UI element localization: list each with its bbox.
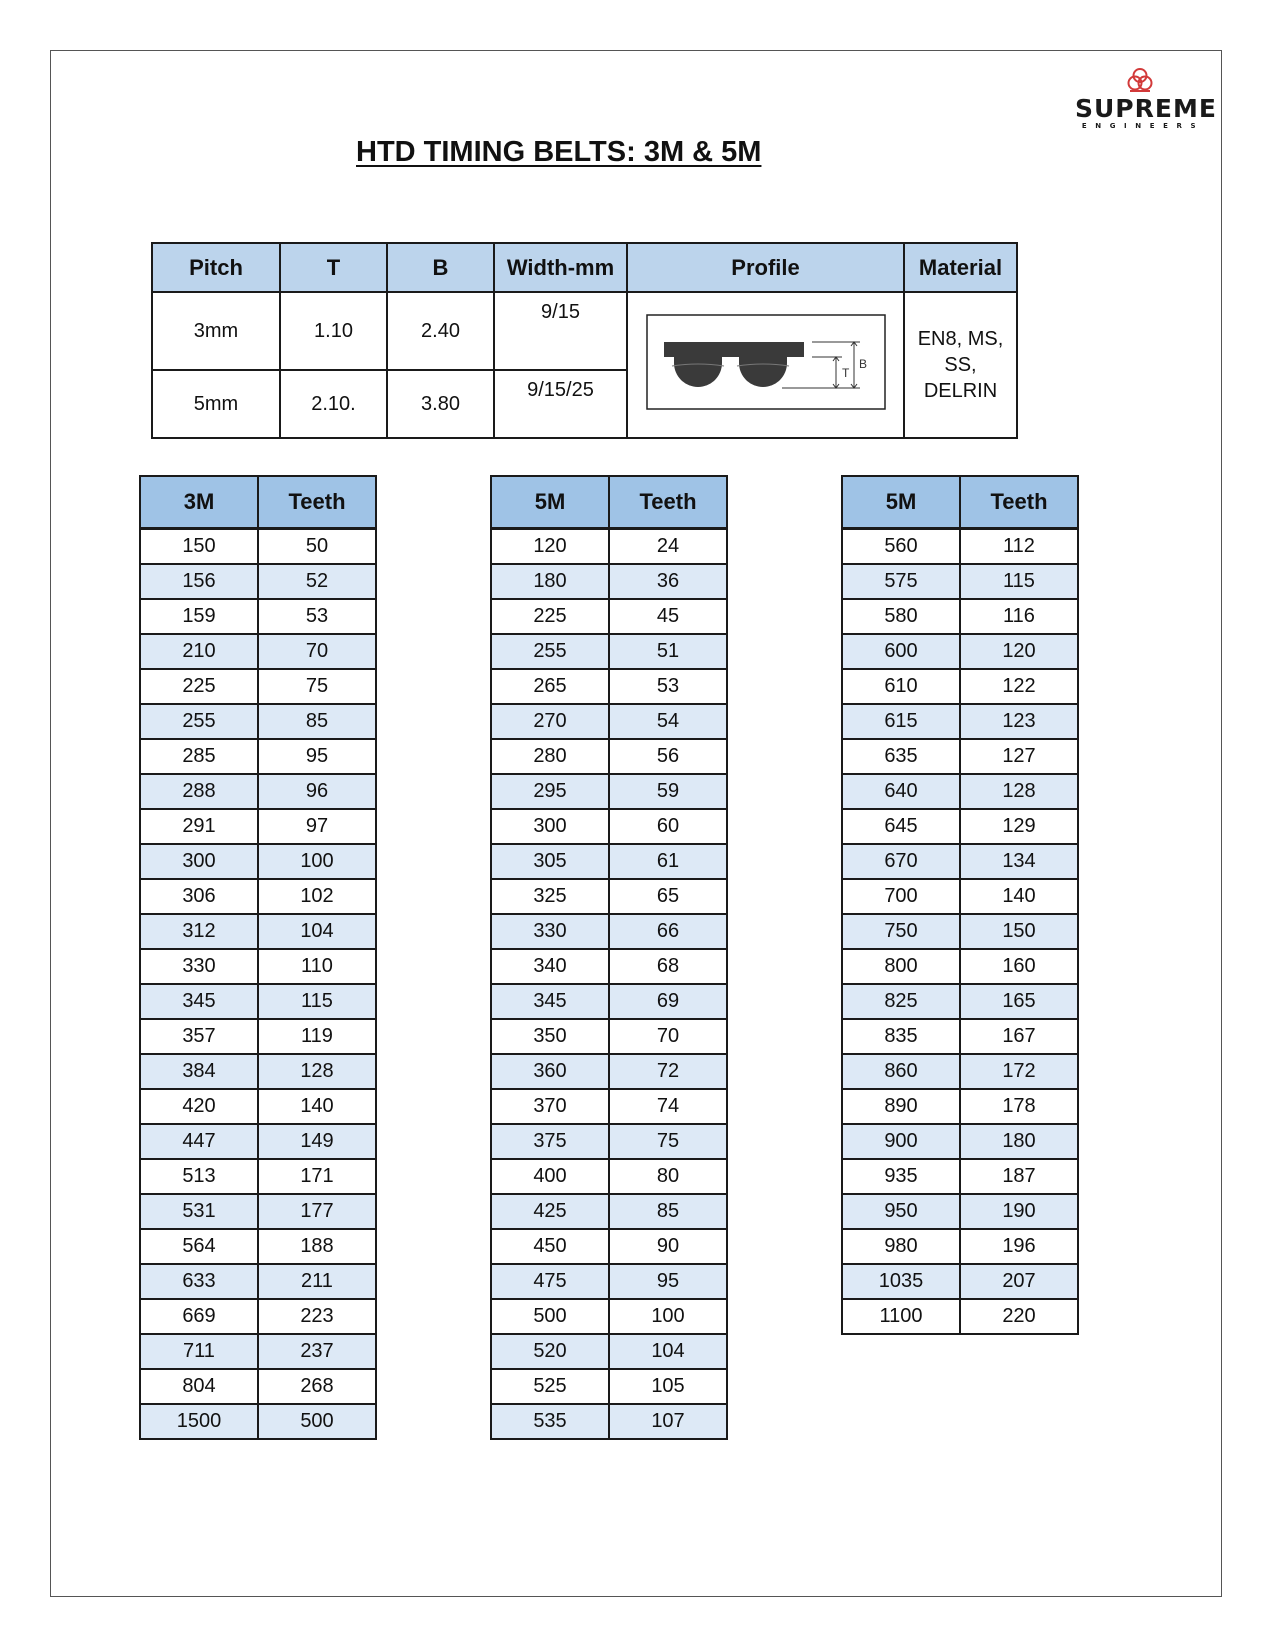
length-cell: 330 (491, 914, 609, 949)
table-row (491, 529, 727, 565)
length-cell: 633 (140, 1264, 258, 1299)
table-row (140, 634, 376, 669)
length-cell: 1035 (842, 1264, 960, 1299)
length-cell: 156 (140, 564, 258, 599)
teeth-cell: 53 (258, 599, 376, 634)
material-line: DELRIN (923, 380, 998, 402)
teeth-cell: 52 (258, 564, 376, 599)
profile-label-b: B (858, 357, 867, 371)
teeth-cell: 100 (609, 1299, 727, 1334)
length-cell: 1500 (140, 1404, 258, 1439)
length-cell: 345 (140, 984, 258, 1019)
teeth-cell: 190 (960, 1194, 1078, 1229)
length-cell: 950 (842, 1194, 960, 1229)
belt-table-5m-b (841, 475, 1079, 1335)
length-cell: 980 (842, 1229, 960, 1264)
width-cell: 9/15/25 (494, 370, 627, 438)
table-row (491, 564, 727, 599)
length-cell: 560 (842, 529, 960, 565)
teeth-cell: 56 (609, 739, 727, 774)
table-row (491, 1124, 727, 1159)
col-header-length: 5M (491, 476, 609, 529)
length-cell: 120 (491, 529, 609, 565)
teeth-cell: 45 (609, 599, 727, 634)
table-row (140, 529, 376, 565)
table-row (140, 1019, 376, 1054)
teeth-cell: 172 (960, 1054, 1078, 1089)
header-t: T (280, 243, 387, 292)
b-cell: 2.40 (387, 292, 494, 370)
teeth-cell: 123 (960, 704, 1078, 739)
table-row (140, 564, 376, 599)
teeth-cell: 211 (258, 1264, 376, 1299)
length-cell: 325 (491, 879, 609, 914)
table-row (491, 599, 727, 634)
table-row (491, 809, 727, 844)
length-cell: 150 (140, 529, 258, 565)
teeth-cell: 104 (258, 914, 376, 949)
col-header-teeth: Teeth (609, 476, 727, 529)
table-row (140, 1299, 376, 1334)
teeth-cell: 70 (258, 634, 376, 669)
length-cell: 180 (491, 564, 609, 599)
length-cell: 370 (491, 1089, 609, 1124)
length-cell: 345 (491, 984, 609, 1019)
table-row (842, 1229, 1078, 1264)
teeth-cell: 51 (609, 634, 727, 669)
length-cell: 580 (842, 599, 960, 634)
teeth-cell: 90 (609, 1229, 727, 1264)
table-row (140, 1334, 376, 1369)
table-row (140, 1264, 376, 1299)
teeth-cell: 150 (960, 914, 1078, 949)
table-row (842, 564, 1078, 599)
length-cell: 645 (842, 809, 960, 844)
t-cell: 2.10. (280, 370, 387, 438)
teeth-cell: 140 (960, 879, 1078, 914)
teeth-cell: 120 (960, 634, 1078, 669)
length-cell: 425 (491, 1194, 609, 1229)
table-row (491, 1369, 727, 1404)
material-cell (904, 292, 1017, 438)
teeth-cell: 36 (609, 564, 727, 599)
table-row (491, 1404, 727, 1439)
company-logo (1075, 68, 1217, 130)
teeth-cell: 160 (960, 949, 1078, 984)
teeth-cell: 129 (960, 809, 1078, 844)
table-row (491, 739, 727, 774)
table-row (842, 774, 1078, 809)
table-row (140, 1369, 376, 1404)
teeth-cell: 95 (258, 739, 376, 774)
header-material: Material (904, 243, 1017, 292)
table-row (842, 949, 1078, 984)
teeth-cell: 112 (960, 529, 1078, 565)
length-cell: 300 (140, 844, 258, 879)
teeth-cell: 61 (609, 844, 727, 879)
list-header-row (842, 476, 1078, 529)
teeth-cell: 116 (960, 599, 1078, 634)
teeth-cell: 72 (609, 1054, 727, 1089)
length-cell: 280 (491, 739, 609, 774)
table-row (842, 1019, 1078, 1054)
length-cell: 610 (842, 669, 960, 704)
table-row (140, 1229, 376, 1264)
table-row (491, 704, 727, 739)
b-cell: 3.80 (387, 370, 494, 438)
length-cell: 340 (491, 949, 609, 984)
teeth-cell: 66 (609, 914, 727, 949)
length-cell: 350 (491, 1019, 609, 1054)
table-row (491, 1229, 727, 1264)
teeth-cell: 53 (609, 669, 727, 704)
teeth-cell: 223 (258, 1299, 376, 1334)
belt-profile-diagram (646, 314, 886, 410)
length-cell: 935 (842, 1159, 960, 1194)
length-cell: 750 (842, 914, 960, 949)
spec-row-3mm (152, 292, 1017, 370)
table-row (842, 914, 1078, 949)
length-cell: 670 (842, 844, 960, 879)
teeth-cell: 187 (960, 1159, 1078, 1194)
logo-subtitle: ENGINEERS (1081, 122, 1205, 130)
table-row (140, 599, 376, 634)
teeth-cell: 220 (960, 1299, 1078, 1334)
length-cell: 900 (842, 1124, 960, 1159)
table-row (491, 1299, 727, 1334)
length-cell: 375 (491, 1124, 609, 1159)
belt-table-3m (139, 475, 377, 1440)
table-row (140, 1404, 376, 1439)
length-cell: 525 (491, 1369, 609, 1404)
table-row (140, 704, 376, 739)
teeth-cell: 24 (609, 529, 727, 565)
table-row (140, 1054, 376, 1089)
length-cell: 575 (842, 564, 960, 599)
col-header-teeth: Teeth (960, 476, 1078, 529)
table-row (491, 669, 727, 704)
length-cell: 265 (491, 669, 609, 704)
length-cell: 360 (491, 1054, 609, 1089)
table-row (842, 704, 1078, 739)
teeth-cell: 207 (960, 1264, 1078, 1299)
width-cell: 9/15 (494, 292, 627, 370)
table-row (140, 949, 376, 984)
table-row (140, 739, 376, 774)
teeth-cell: 69 (609, 984, 727, 1019)
teeth-cell: 60 (609, 809, 727, 844)
length-cell: 860 (842, 1054, 960, 1089)
teeth-cell: 85 (258, 704, 376, 739)
table-row (140, 844, 376, 879)
teeth-cell: 149 (258, 1124, 376, 1159)
teeth-cell: 80 (609, 1159, 727, 1194)
table-row (842, 1054, 1078, 1089)
length-cell: 535 (491, 1404, 609, 1439)
teeth-cell: 500 (258, 1404, 376, 1439)
spec-header-row (152, 243, 1017, 292)
pitch-cell: 3mm (152, 292, 280, 370)
table-row (491, 984, 727, 1019)
table-row (491, 1089, 727, 1124)
teeth-cell: 75 (258, 669, 376, 704)
teeth-cell: 188 (258, 1229, 376, 1264)
length-cell: 635 (842, 739, 960, 774)
col-header-length: 3M (140, 476, 258, 529)
table-row (140, 1159, 376, 1194)
logo-mark-icon (1125, 68, 1155, 94)
teeth-cell: 171 (258, 1159, 376, 1194)
length-cell: 825 (842, 984, 960, 1019)
table-row (491, 844, 727, 879)
length-cell: 615 (842, 704, 960, 739)
table-row (140, 1194, 376, 1229)
table-row (842, 529, 1078, 565)
table-row (842, 634, 1078, 669)
length-cell: 475 (491, 1264, 609, 1299)
teeth-cell: 180 (960, 1124, 1078, 1159)
page-title: HTD TIMING BELTS: 3M & 5M (356, 136, 762, 168)
length-cell: 531 (140, 1194, 258, 1229)
table-row (491, 1194, 727, 1229)
teeth-cell: 178 (960, 1089, 1078, 1124)
length-cell: 225 (140, 669, 258, 704)
teeth-cell: 237 (258, 1334, 376, 1369)
teeth-cell: 140 (258, 1089, 376, 1124)
table-row (491, 1264, 727, 1299)
teeth-cell: 165 (960, 984, 1078, 1019)
table-row (140, 879, 376, 914)
teeth-cell: 54 (609, 704, 727, 739)
length-cell: 305 (491, 844, 609, 879)
length-cell: 270 (491, 704, 609, 739)
table-row (140, 774, 376, 809)
length-cell: 225 (491, 599, 609, 634)
table-row (491, 914, 727, 949)
length-cell: 288 (140, 774, 258, 809)
length-cell: 669 (140, 1299, 258, 1334)
list-header-row (491, 476, 727, 529)
teeth-cell: 134 (960, 844, 1078, 879)
col-header-teeth: Teeth (258, 476, 376, 529)
table-row (842, 739, 1078, 774)
table-row (491, 1054, 727, 1089)
profile-cell (627, 292, 904, 438)
header-b: B (387, 243, 494, 292)
table-row (842, 1194, 1078, 1229)
length-cell: 800 (842, 949, 960, 984)
length-cell: 700 (842, 879, 960, 914)
table-row (491, 634, 727, 669)
length-cell: 159 (140, 599, 258, 634)
teeth-cell: 96 (258, 774, 376, 809)
table-row (491, 1019, 727, 1054)
length-cell: 420 (140, 1089, 258, 1124)
teeth-cell: 65 (609, 879, 727, 914)
teeth-cell: 268 (258, 1369, 376, 1404)
teeth-cell: 68 (609, 949, 727, 984)
length-cell: 447 (140, 1124, 258, 1159)
material-line: SS, (944, 354, 977, 376)
length-cell: 804 (140, 1369, 258, 1404)
table-row (842, 599, 1078, 634)
pitch-cell: 5mm (152, 370, 280, 438)
teeth-cell: 85 (609, 1194, 727, 1229)
teeth-cell: 128 (960, 774, 1078, 809)
teeth-cell: 122 (960, 669, 1078, 704)
teeth-cell: 104 (609, 1334, 727, 1369)
teeth-cell: 97 (258, 809, 376, 844)
header-profile: Profile (627, 243, 904, 292)
list-header-row (140, 476, 376, 529)
teeth-cell: 102 (258, 879, 376, 914)
spec-table (151, 242, 1018, 439)
teeth-cell: 74 (609, 1089, 727, 1124)
t-cell: 1.10 (280, 292, 387, 370)
table-row (842, 879, 1078, 914)
table-row (842, 1089, 1078, 1124)
table-row (140, 809, 376, 844)
length-cell: 330 (140, 949, 258, 984)
table-row (140, 669, 376, 704)
teeth-cell: 119 (258, 1019, 376, 1054)
length-cell: 450 (491, 1229, 609, 1264)
length-cell: 291 (140, 809, 258, 844)
teeth-cell: 100 (258, 844, 376, 879)
table-row (491, 949, 727, 984)
table-row (842, 669, 1078, 704)
length-cell: 306 (140, 879, 258, 914)
teeth-cell: 115 (960, 564, 1078, 599)
teeth-cell: 127 (960, 739, 1078, 774)
belt-table-5m-a (490, 475, 728, 1440)
length-cell: 357 (140, 1019, 258, 1054)
length-cell: 285 (140, 739, 258, 774)
length-cell: 835 (842, 1019, 960, 1054)
table-row (491, 879, 727, 914)
logo-name: SUPREME (1075, 94, 1217, 123)
length-cell: 384 (140, 1054, 258, 1089)
length-cell: 564 (140, 1229, 258, 1264)
length-cell: 513 (140, 1159, 258, 1194)
material-line: EN8, MS, (917, 328, 1004, 350)
table-row (842, 809, 1078, 844)
table-row (842, 1264, 1078, 1299)
length-cell: 400 (491, 1159, 609, 1194)
teeth-cell: 115 (258, 984, 376, 1019)
length-cell: 600 (842, 634, 960, 669)
length-cell: 711 (140, 1334, 258, 1369)
table-row (842, 1299, 1078, 1334)
col-header-length: 5M (842, 476, 960, 529)
table-row (140, 984, 376, 1019)
table-row (842, 984, 1078, 1019)
header-width: Width-mm (494, 243, 627, 292)
table-row (842, 1159, 1078, 1194)
table-row (491, 1159, 727, 1194)
teeth-cell: 167 (960, 1019, 1078, 1054)
teeth-cell: 107 (609, 1404, 727, 1439)
teeth-cell: 128 (258, 1054, 376, 1089)
table-row (140, 914, 376, 949)
length-cell: 295 (491, 774, 609, 809)
length-cell: 300 (491, 809, 609, 844)
length-cell: 255 (140, 704, 258, 739)
teeth-cell: 70 (609, 1019, 727, 1054)
length-cell: 640 (842, 774, 960, 809)
profile-label-t: T (841, 366, 849, 380)
length-cell: 1100 (842, 1299, 960, 1334)
teeth-cell: 177 (258, 1194, 376, 1229)
length-cell: 520 (491, 1334, 609, 1369)
length-cell: 255 (491, 634, 609, 669)
teeth-cell: 95 (609, 1264, 727, 1299)
table-row (140, 1089, 376, 1124)
table-row (842, 844, 1078, 879)
teeth-cell: 196 (960, 1229, 1078, 1264)
teeth-cell: 105 (609, 1369, 727, 1404)
teeth-cell: 75 (609, 1124, 727, 1159)
teeth-cell: 59 (609, 774, 727, 809)
header-pitch: Pitch (152, 243, 280, 292)
table-row (140, 1124, 376, 1159)
length-cell: 312 (140, 914, 258, 949)
length-cell: 890 (842, 1089, 960, 1124)
table-row (842, 1124, 1078, 1159)
length-cell: 210 (140, 634, 258, 669)
teeth-cell: 50 (258, 529, 376, 565)
table-row (491, 1334, 727, 1369)
table-row (491, 774, 727, 809)
teeth-cell: 110 (258, 949, 376, 984)
length-cell: 500 (491, 1299, 609, 1334)
